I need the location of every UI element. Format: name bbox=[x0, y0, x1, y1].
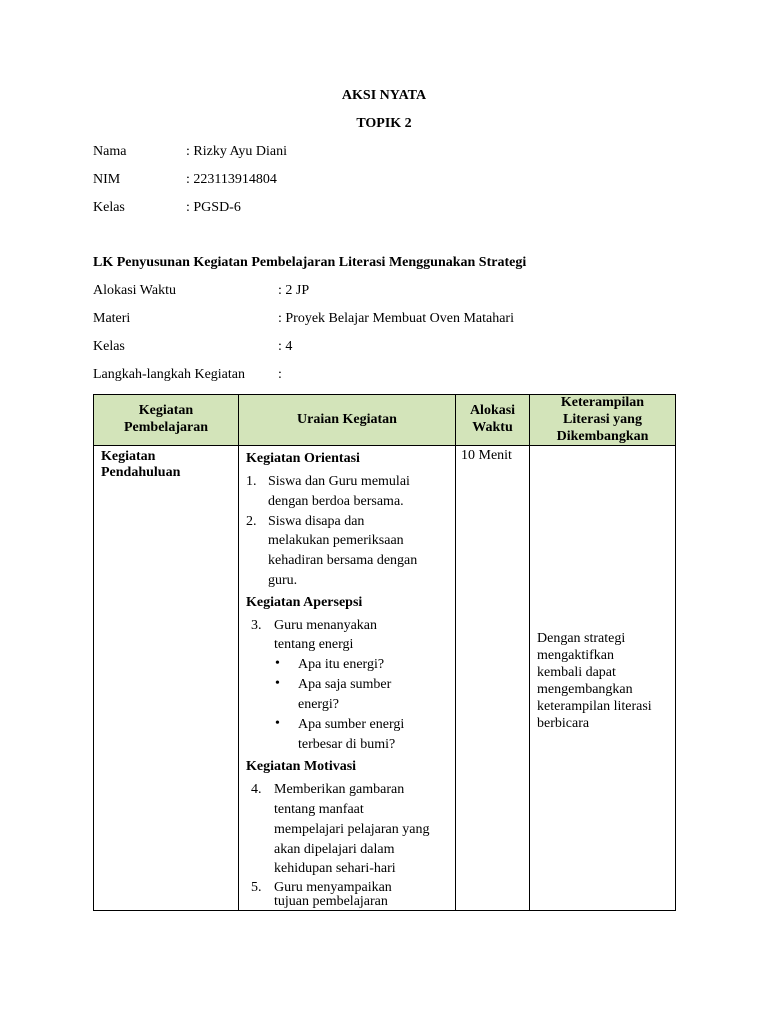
alokasi-value: 10 Menit bbox=[461, 448, 512, 464]
item-number: 1. bbox=[246, 474, 257, 490]
steps-value: : bbox=[278, 367, 282, 382]
name-label: Nama bbox=[93, 144, 127, 159]
header-line: Pembelajaran bbox=[124, 420, 208, 436]
cell-alokasi bbox=[456, 446, 530, 911]
item-line: tujuan pembelajaran bbox=[274, 894, 388, 910]
cell-uraian bbox=[239, 446, 456, 911]
class-label: Kelas bbox=[93, 200, 125, 215]
header-keterampilan bbox=[530, 395, 676, 446]
header-line: Kegiatan bbox=[138, 403, 194, 419]
bullet-line: energi? bbox=[298, 697, 339, 713]
cell-keterampilan bbox=[530, 446, 676, 911]
kegiatan-line: Kegiatan bbox=[101, 449, 156, 465]
document-subtitle: TOPIK 2 bbox=[356, 116, 412, 131]
nim-value: : 223113914804 bbox=[186, 172, 277, 187]
bullet-line: Apa sumber energi bbox=[298, 717, 405, 733]
keterampilan-line: keterampilan literasi bbox=[537, 699, 652, 715]
header-alokasi bbox=[456, 395, 530, 446]
grade-label: Kelas bbox=[93, 339, 125, 354]
item-number: 5. bbox=[251, 880, 262, 896]
item-line: akan dipelajari dalam bbox=[274, 842, 395, 858]
apersepsi-heading: Kegiatan Apersepsi bbox=[246, 595, 363, 611]
bullet-icon: • bbox=[275, 656, 280, 672]
header-line: Literasi yang bbox=[563, 411, 642, 427]
keterampilan-line: kembali dapat bbox=[537, 665, 616, 681]
lk-heading: LK Penyusunan Kegiatan Pembelajaran Literasi Menggunakan Strategi bbox=[93, 255, 527, 270]
activity-table bbox=[93, 394, 676, 911]
nim-label: NIM bbox=[93, 172, 121, 187]
item-number: 4. bbox=[251, 782, 262, 798]
bullet-line: Apa saja sumber bbox=[298, 677, 392, 693]
keterampilan-line: mengembangkan bbox=[537, 682, 633, 698]
material-value: : Proyek Belajar Membuat Oven Matahari bbox=[278, 311, 514, 326]
class-value: : PGSD-6 bbox=[186, 200, 241, 215]
cell-kegiatan bbox=[94, 446, 239, 911]
item-line: dengan berdoa bersama. bbox=[268, 494, 404, 510]
material-label: Materi bbox=[93, 311, 131, 326]
header-line: Alokasi bbox=[469, 403, 516, 419]
bullet-icon: • bbox=[275, 676, 280, 692]
item-line: guru. bbox=[268, 573, 298, 589]
bullet-line: terbesar di bumi? bbox=[298, 737, 396, 753]
item-line: Memberikan gambaran bbox=[274, 782, 405, 798]
header-kegiatan bbox=[94, 395, 239, 446]
bullet-icon: • bbox=[275, 716, 280, 732]
item-line: kehidupan sehari-hari bbox=[274, 861, 396, 877]
item-line: tentang manfaat bbox=[274, 802, 364, 818]
steps-label: Langkah-langkah Kegiatan bbox=[93, 367, 245, 382]
header-line: Keterampilan bbox=[560, 395, 645, 410]
item-line: kehadiran bersama dengan bbox=[268, 553, 418, 569]
orientasi-heading: Kegiatan Orientasi bbox=[246, 451, 360, 467]
keterampilan-line: Dengan strategi bbox=[537, 631, 626, 647]
header-line: Dikembangkan bbox=[556, 428, 649, 444]
time-allocation-label: Alokasi Waktu bbox=[93, 283, 176, 298]
table-header-row bbox=[94, 395, 676, 446]
bullet-line: Apa itu energi? bbox=[298, 657, 385, 673]
header-line: Waktu bbox=[472, 420, 513, 436]
item-line: tentang energi bbox=[274, 637, 354, 653]
document-title: AKSI NYATA bbox=[341, 88, 427, 103]
keterampilan-line: berbicara bbox=[537, 716, 590, 732]
item-line: Siswa disapa dan bbox=[268, 514, 365, 530]
grade-value: : 4 bbox=[278, 339, 293, 354]
name-value: : Rizky Ayu Diani bbox=[186, 144, 287, 159]
item-number: 3. bbox=[251, 618, 262, 634]
item-line: Guru menyampaikan bbox=[274, 880, 392, 896]
item-number: 2. bbox=[246, 514, 257, 530]
header-line: Uraian Kegiatan bbox=[297, 411, 397, 427]
item-line: mempelajari pelajaran yang bbox=[274, 822, 430, 838]
item-line: melakukan pemeriksaan bbox=[268, 533, 404, 549]
kegiatan-line: Pendahuluan bbox=[101, 465, 181, 481]
item-line: Siswa dan Guru memulai bbox=[268, 474, 410, 490]
keterampilan-line: mengaktifkan bbox=[537, 648, 614, 664]
table-row bbox=[94, 446, 676, 911]
time-allocation-value: : 2 JP bbox=[278, 283, 310, 298]
header-uraian bbox=[239, 395, 456, 446]
item-line: Guru menanyakan bbox=[274, 618, 378, 634]
motivasi-heading: Kegiatan Motivasi bbox=[246, 759, 357, 775]
